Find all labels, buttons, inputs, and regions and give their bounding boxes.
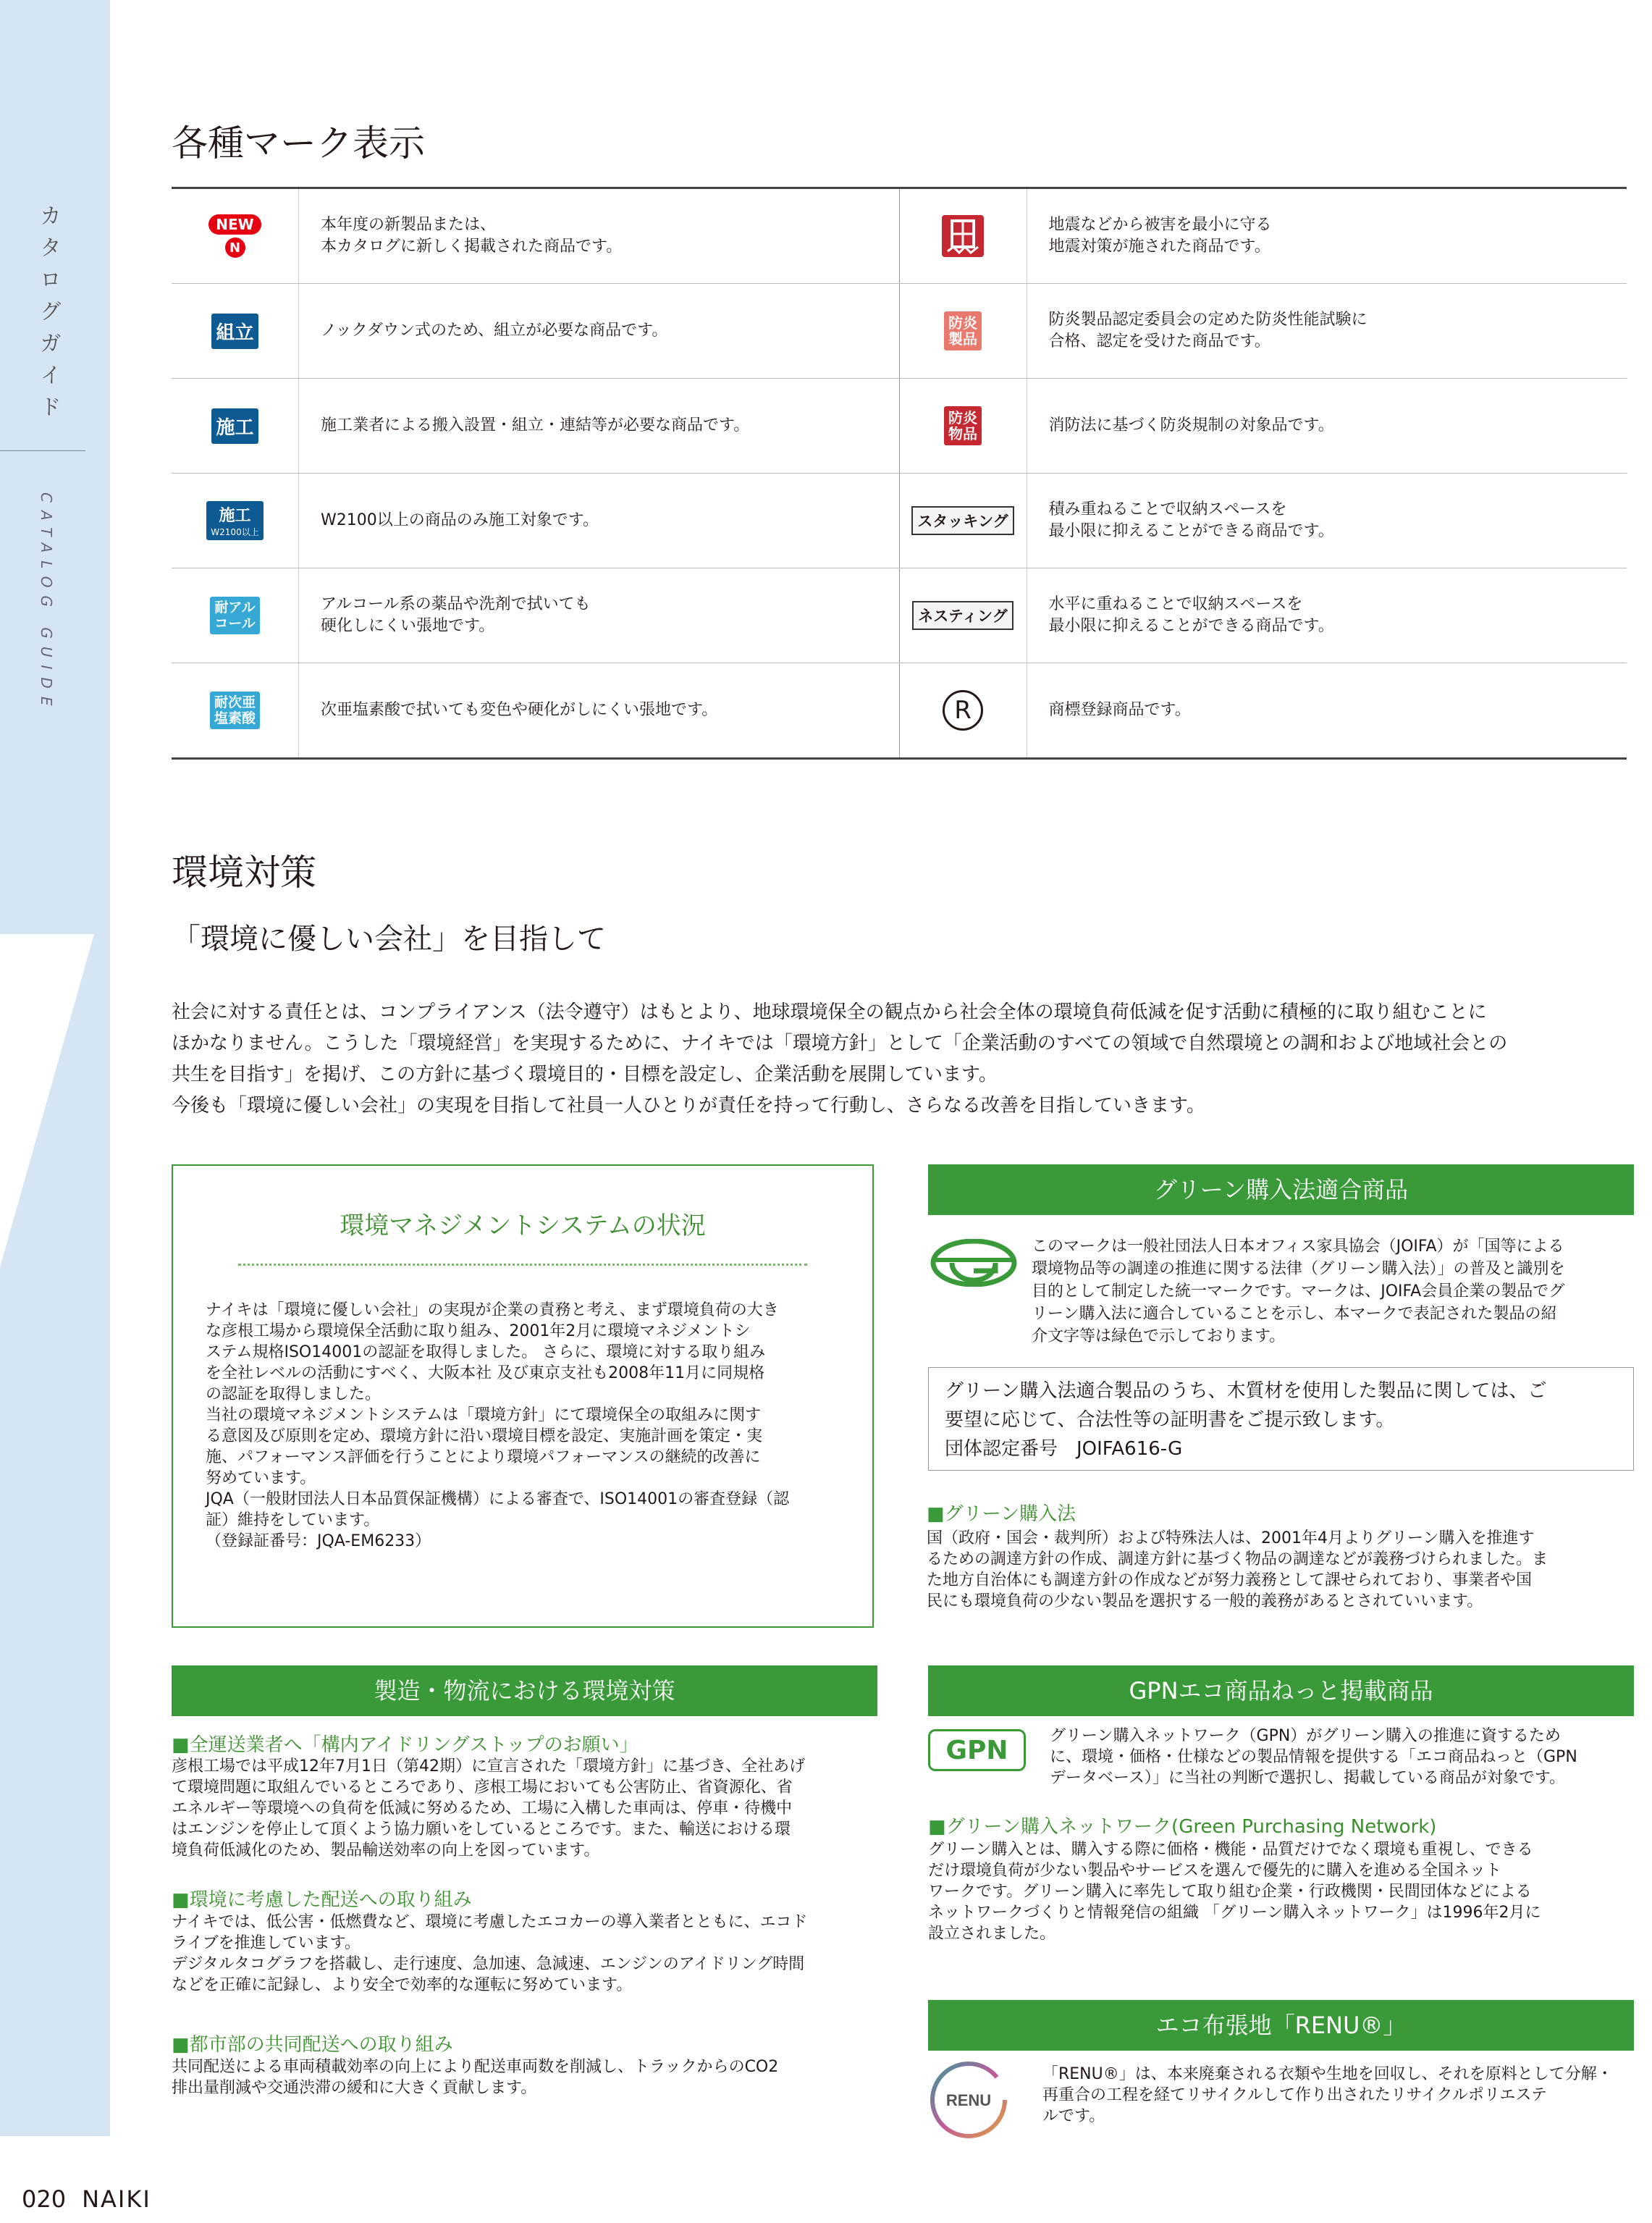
marks-row <box>172 189 1627 283</box>
mark-description: ノックダウン式のため、組立が必要な商品です。 <box>321 322 668 340</box>
ems-title: 環境マネジメントシステムの状況 <box>340 1211 706 1240</box>
ems-divider <box>238 1264 807 1266</box>
marks-row <box>172 378 1627 473</box>
mark-description: 本年度の新製品または、 本カタログに新しく掲載された商品です。 <box>321 216 623 256</box>
green-law-body: 国（政府・国会・裁判所）および特殊法人は、2001年4月よりグリーン購入を推進す るための調達方針の作成、調達方針に基づく物品の調達などが義務づけられました。ま た地方自治体にも調達方針の作成などが努力義務として課せられており、事業者や国 民にも環境負荷の少ない製品を選択する一般的義務があるとされていいます。 <box>927 1529 1548 1610</box>
mark-description: 水平に重ねることで収納スペースを 最小限に抑えることができる商品です。 <box>1048 595 1334 635</box>
mark-description: 消防法に基づく防炎規制の対象品です。 <box>1048 416 1334 434</box>
manufacturing-body-3: 共同配送による車両積載効率の向上により配送車両数を削減し、トラックからのCO2 排出量削減や交通渋滞の緩和に大きく貢献します。 <box>172 2058 779 2097</box>
assembly-icon: 組立 <box>211 314 258 349</box>
green-purchase-bar: グリーン購入法適合商品 <box>928 1164 1634 1215</box>
gpn-body: グリーン購入とは、購入する際に価格・機能・品質だけでなく環境も重視し、できる だけ環境負荷が少ない製品やサービスを選んで優先的に購入を進める全国ネット ワークです。グリーン購入に率先して取り組む企業・行政機関・民間団体などによる ネットワークづくりと情報発信の組織 「グリーン購入ネットワーク」は1996年2月に 設立されました。 <box>928 1841 1541 1943</box>
gpn-text: グリーン購入ネットワーク（GPN）がグリーン購入の推進に資するため に、環境・価格・仕様などの製品情報を提供する「エコ商品ねっと（GPN データベース）」に当社の判断で選択し、掲載している商品が対象です。 <box>1050 1727 1577 1787</box>
env-title: 環境対策 <box>172 852 316 894</box>
marks-table <box>172 187 1627 760</box>
mark-description: 地震などから被害を最小に守る 地震対策が施された商品です。 <box>1048 216 1272 256</box>
manufacturing-body-1: 彦根工場では平成12年7月1日（第42期）に宣言された「環境方針」に基づき、全社あげ て環境問題に取組んでいるところであり、彦根工場においても公害防止、省資源化、省 エネルギー等環境への負荷を低減に努めるため、工場に入構した車両は、停車・待機中 はエンジンを停止して頂くよう協力願いをしているところです。また、輸送における環 境負荷低減化のため、製品輸送効率の向上を図っています。 <box>172 1757 806 1859</box>
marks-row <box>172 663 1627 757</box>
mark-description: 防炎製品認定委員会の定めた防炎性能試験に 合格、認定を受けた商品です。 <box>1048 311 1367 350</box>
renu-logo-icon <box>925 2056 1012 2143</box>
manufacturing-heading-3: ■都市部の共同配送への取り組み <box>172 2034 453 2056</box>
mark-description: 商標登録商品です。 <box>1048 701 1191 719</box>
mark-description: 次亜塩素酸で拭いても変色や硬化がしにくい張地です。 <box>321 701 718 719</box>
green-purchase-text: このマークは一般社団法人日本オフィス家具協会（JOIFA）が「国等による 環境物品等の調達の推進に関する法律（グリーン購入法）」の普及と識別を 目的として制定した統一マークです。マークは、JOIFA会員企業の製品でグ リーン購入法に適合していることを示し、本マークで表記された製品の紹 介文字等は緑色で示しております。 <box>1032 1237 1565 1345</box>
env-intro: 社会に対する責任とは、コンプライアンス（法令遵守）はもとより、地球環境保全の観点から社会全体の環境負荷低減を促す活動に積極的に取り組むことに ほかなりません。こうした「環境経営」を実現するために、ナイキでは「環境方針」として「企業活動のすべての領域で自然環境との調和および地域社会との 共生を目指す」を掲げ、この方針に基づく環境目的・目標を設定し、企業活動を展開しています。 今後も「環境に優しい会社」の実現を目指して社員一人ひとりが責任を持って行動し、さらなる改善を目指していきます。 <box>172 1001 1508 1117</box>
svg-text:RENU: RENU <box>945 2091 992 2109</box>
new-icon: NEW N <box>208 214 261 258</box>
marks-row <box>172 568 1627 663</box>
green-law-heading: ■グリーン購入法 <box>927 1503 1076 1525</box>
ems-body: ナイキは「環境に優しい会社」の実現が企業の責務と考え、まず環境負荷の大き な彦根工場から環境保全活動に取り組み、2001年2月に環境マネジメントシ ステム規格ISO14001の認証を取得しました。 さらに、環境に対する取り組み を全社レベルの活動にすべく、大阪本社 及び東京支社も2008年11月に同規格 の認証を取得しました。 当社の環境マネジメントシステムは「環境方針」にて環境保全の取組みに関す る意図及び原則を定め、環境方針に沿い環境目標を設定、実施計画を策定・実 施、パフォーマンス評価を行うことにより環境パフォーマンスの継続的改善に 努めています。 JQA（一般財団法人日本品質保証機構）による審査で、ISO14001の審査登録（認 証）維持をしています。 （登録証番号：JQA-EM6233） <box>206 1301 790 1550</box>
installation-icon: 施工 <box>211 408 258 444</box>
footer-brand: NAIKI <box>82 2185 151 2213</box>
manufacturing-heading-2: ■環境に考慮した配送への取り組み <box>172 1889 472 1911</box>
marks-row <box>172 473 1627 568</box>
manufacturing-bar: 製造・物流における環境対策 <box>172 1665 877 1716</box>
hypochlorous-resistant-icon: 耐次亜 塩素酸 <box>210 692 260 729</box>
marks-title: 各種マーク表示 <box>172 122 425 164</box>
earthquake-icon <box>942 215 984 257</box>
page-footer <box>0 2185 151 2213</box>
mark-description: W2100以上の商品のみ施工対象です。 <box>321 511 599 529</box>
installation-w2100-icon: 施工 W2100以上 <box>206 501 263 540</box>
gpn-bar: GPNエコ商品ねっと掲載商品 <box>928 1665 1634 1716</box>
renu-bar: エコ布張地「RENU®」 <box>928 2000 1634 2051</box>
manufacturing-heading-1: ■全運送業者へ「構内アイドリングストップのお願い」 <box>172 1734 639 1756</box>
alcohol-resistant-icon: 耐アル コール <box>210 597 260 634</box>
mark-description: アルコール系の薬品や洗剤で拭いても 硬化しにくい張地です。 <box>321 595 591 635</box>
mark-description: 施工業者による搬入設置・組立・連結等が必要な商品です。 <box>321 416 750 434</box>
renu-text: 「RENU®」は、本来廃棄される衣類や生地を回収し、それを原料として分解・ 再重合の工程を経てリサイクルして作り出されたリサイクルポリエステ ルです。 <box>1042 2065 1613 2125</box>
sidebar-label-en: CATALOG GUIDE <box>38 492 55 714</box>
mark-description: 積み重ねることで収納スペースを 最小限に抑えることができる商品です。 <box>1048 500 1334 540</box>
flameproof-product-icon: 防炎 製品 <box>944 311 982 350</box>
flameproof-item-icon: 防炎 物品 <box>944 406 982 445</box>
page-number: 020 <box>22 2185 67 2213</box>
marks-row <box>172 283 1627 378</box>
nesting-icon: ネスティング <box>912 601 1013 630</box>
green-purchase-logo-icon <box>930 1239 1017 1287</box>
gpn-heading: ■グリーン購入ネットワーク(Green Purchasing Network) <box>928 1816 1437 1838</box>
manufacturing-body-2: ナイキでは、低公害・低燃費など、環境に考慮したエコカーの導入業者とともに、エコド ライブを推進しています。 デジタルタコグラフを搭載し、走行速度、急加速、急減速、エンジンのアイドリング時間 などを正確に記録し、より安全で効率的な運転に努めています。 <box>172 1913 808 1994</box>
ems-box <box>172 1164 874 1628</box>
stacking-icon: スタッキング <box>911 506 1013 535</box>
env-subtitle: 「環境に優しい会社」を目指して <box>172 923 606 956</box>
sidebar-notch <box>0 934 94 1267</box>
gpn-logo-icon: GPN <box>928 1729 1026 1771</box>
sidebar-label-jp: カタログガイド <box>35 204 61 427</box>
sidebar-divider <box>0 450 85 451</box>
green-purchase-note: グリーン購入法適合製品のうち、木質材を使用した製品に関しては、ご 要望に応じて、合法性等の証明書をご提示致します。 団体認定番号 JOIFA616-G <box>928 1367 1634 1471</box>
registered-trademark-icon: R <box>943 690 983 731</box>
